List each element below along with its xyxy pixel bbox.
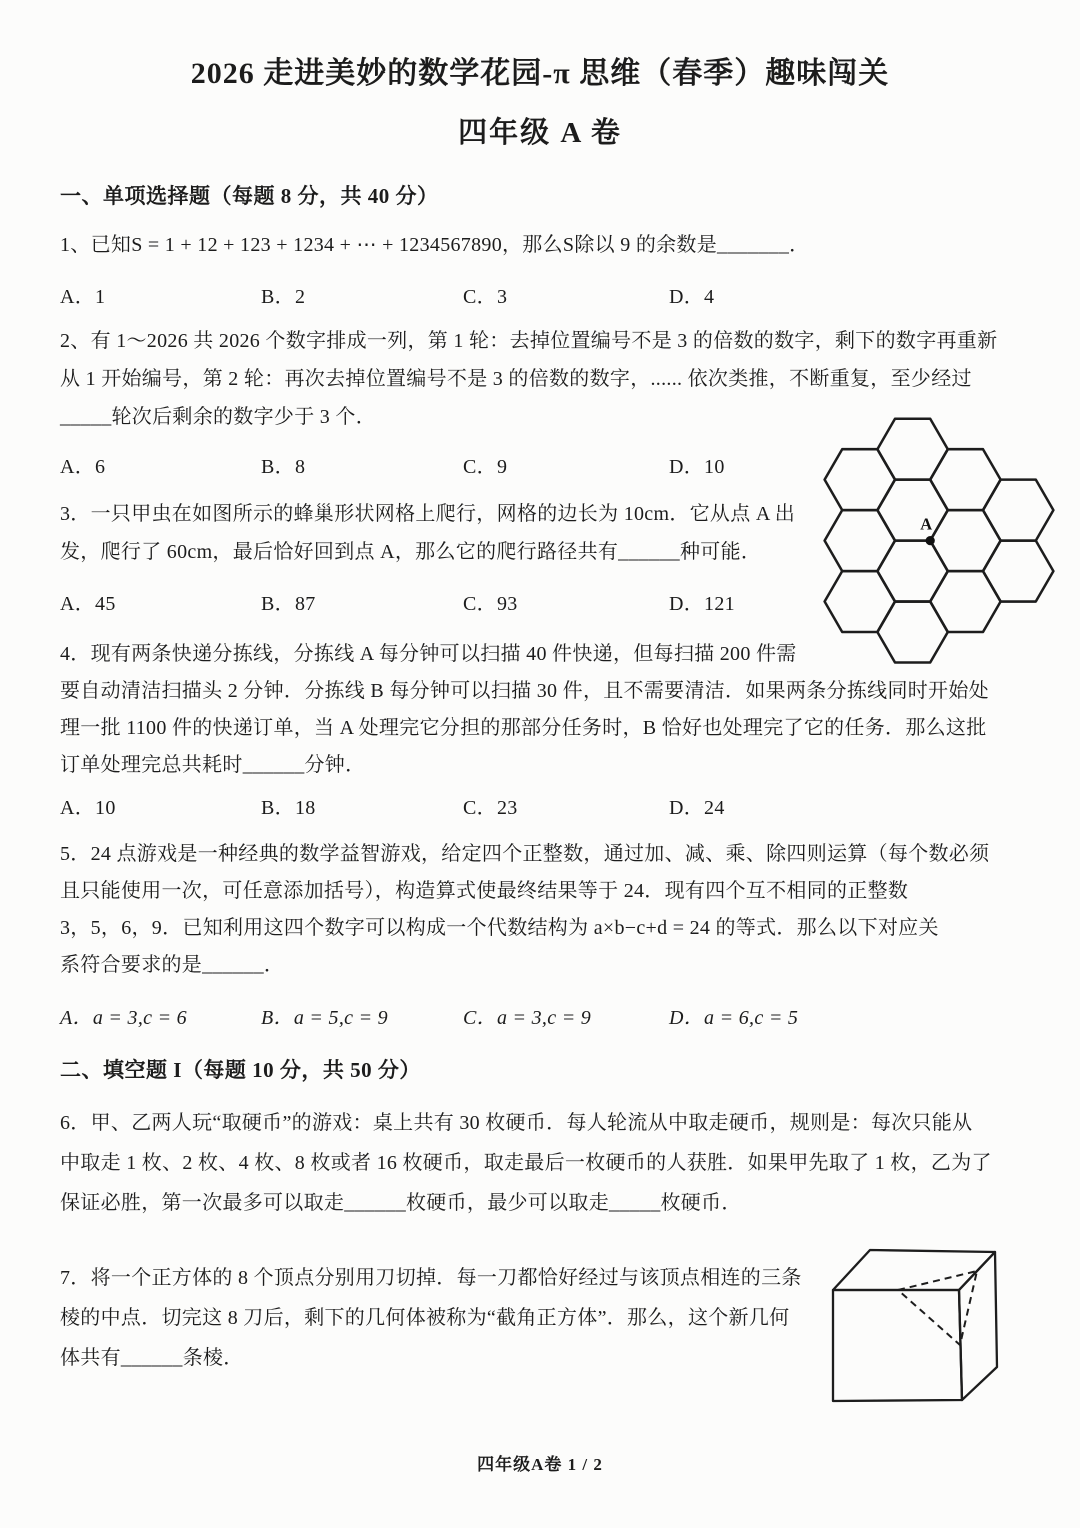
- option-b: B．87: [261, 593, 316, 615]
- option-b: B．2: [261, 286, 306, 308]
- question-line: 3．一只甲虫在如图所示的蜂巢形状网格上爬行，网格的边长为 10cm．它从点 A 出: [60, 503, 796, 525]
- question-line: 中取走 1 枚、2 枚、4 枚、8 枚或者 16 枚硬币，取走最后一枚硬币的人获胜．如果甲先取了 1 枚，乙为了: [60, 1152, 992, 1174]
- question-line: 保证必胜，第一次最多可以取走______枚硬币，最少可以取走_____枚硬币．: [60, 1192, 742, 1214]
- option-d: D．24: [669, 797, 725, 819]
- question-3: [60, 495, 1060, 571]
- question-5-options: [0, 1001, 1080, 1033]
- question-1-options: [0, 280, 1080, 312]
- question-line: 棱的中点．切完这 8 刀后，剩下的几何体被称为“截角正方体”．那么，这个新几何: [60, 1307, 790, 1329]
- question-line: 2、有 1～2026 共 2026 个数字排成一列，第 1 轮：去掉位置编号不是 3 的倍数的数字，剩下的数字再重新: [60, 330, 998, 352]
- question-line: 要自动清洁扫描头 2 分钟．分拣线 B 每分钟可以扫描 30 件，且不需要清洁．如果两条分拣线同时开始处: [60, 680, 989, 702]
- question-4: [60, 636, 1060, 784]
- question-line: 理一批 1100 件的快递订单，当 A 处理完它分担的那部分任务时，B 恰好也处理完了它的任务．那么这批: [60, 717, 987, 739]
- option-c: C．3: [463, 286, 508, 308]
- question-4-options: [0, 791, 1080, 823]
- option-b: B．a = 5,c = 9: [261, 1007, 388, 1029]
- option-b: B．8: [261, 456, 306, 478]
- option-c: C．93: [463, 593, 518, 615]
- option-a: A．10: [60, 797, 116, 819]
- question-7: [60, 1258, 1060, 1378]
- question-line: 4．现有两条快递分拣线，分拣线 A 每分钟可以扫描 40 件快递，但每扫描 200 件需: [60, 643, 797, 665]
- question-line: 从 1 开始编号，第 2 轮：再次去掉位置编号不是 3 的倍数的数字，...... 依次类推，不断重复，至少经过: [60, 368, 972, 390]
- question-1: [60, 226, 1060, 264]
- question-3-options: [0, 587, 1080, 619]
- option-b: B．18: [261, 797, 316, 819]
- option-c: C．9: [463, 456, 508, 478]
- option-d: D．10: [669, 456, 725, 478]
- page-footer: 四年级A卷 1 / 2: [477, 1455, 603, 1474]
- option-a: A．1: [60, 286, 106, 308]
- option-a: A．a = 3,c = 6: [60, 1007, 187, 1029]
- question-line: 体共有______条棱．: [60, 1347, 244, 1369]
- question-line: 1、已知S = 1 + 12 + 123 + 1234 + ⋯ + 1234567890，那么S除以 9 的余数是_______．: [60, 234, 810, 256]
- option-d: D．121: [669, 593, 735, 615]
- question-line: 订单处理完总共耗时______分钟．: [60, 754, 366, 776]
- option-c: C．23: [463, 797, 518, 819]
- question-6: [60, 1103, 1060, 1223]
- question-line: 发，爬行了 60cm，最后恰好回到点 A，那么它的爬行路径共有______种可能．: [60, 541, 762, 563]
- question-line: 5．24 点游戏是一种经典的数学益智游戏，给定四个正整数，通过加、减、乘、除四则运算（每个数必须: [60, 843, 990, 865]
- option-d: D．a = 6,c = 5: [669, 1007, 799, 1029]
- question-line: 3，5，6，9．已知利用这四个数字可以构成一个代数结构为 a×b−c+d = 24 的等式．那么以下对应关: [60, 917, 939, 939]
- option-d: D．4: [669, 286, 715, 308]
- page-subtitle: 四年级 A 卷: [458, 117, 622, 149]
- page-title: 2026 走进美妙的数学花园-π 思维（春季）趣味闯关: [190, 57, 890, 90]
- option-a: A．6: [60, 456, 106, 478]
- question-line: _____轮次后剩余的数字少于 3 个．: [60, 406, 376, 428]
- section-heading-multiple-choice: 一、单项选择题（每题 8 分，共 40 分）: [60, 184, 439, 208]
- point-a-label: A: [920, 514, 933, 534]
- section-heading-fill-in-blank: 二、填空题 I（每题 10 分，共 50 分）: [60, 1058, 421, 1082]
- question-5: [60, 836, 1060, 984]
- question-line: 7．将一个正方体的 8 个顶点分别用刀切掉．每一刀都恰好经过与该顶点相连的三条: [60, 1267, 802, 1289]
- option-c: C．a = 3,c = 9: [463, 1007, 592, 1029]
- question-line: 系符合要求的是______．: [60, 954, 285, 976]
- question-line: 且只能使用一次，可任意添加括号），构造算式使最终结果等于 24．现有四个互不相同的正整数: [60, 880, 909, 902]
- question-line: 6．甲、乙两人玩“取硬币”的游戏：桌上共有 30 枚硬币．每人轮流从中取走硬币，规则是：每次只能从: [60, 1112, 973, 1134]
- option-a: A．45: [60, 593, 116, 615]
